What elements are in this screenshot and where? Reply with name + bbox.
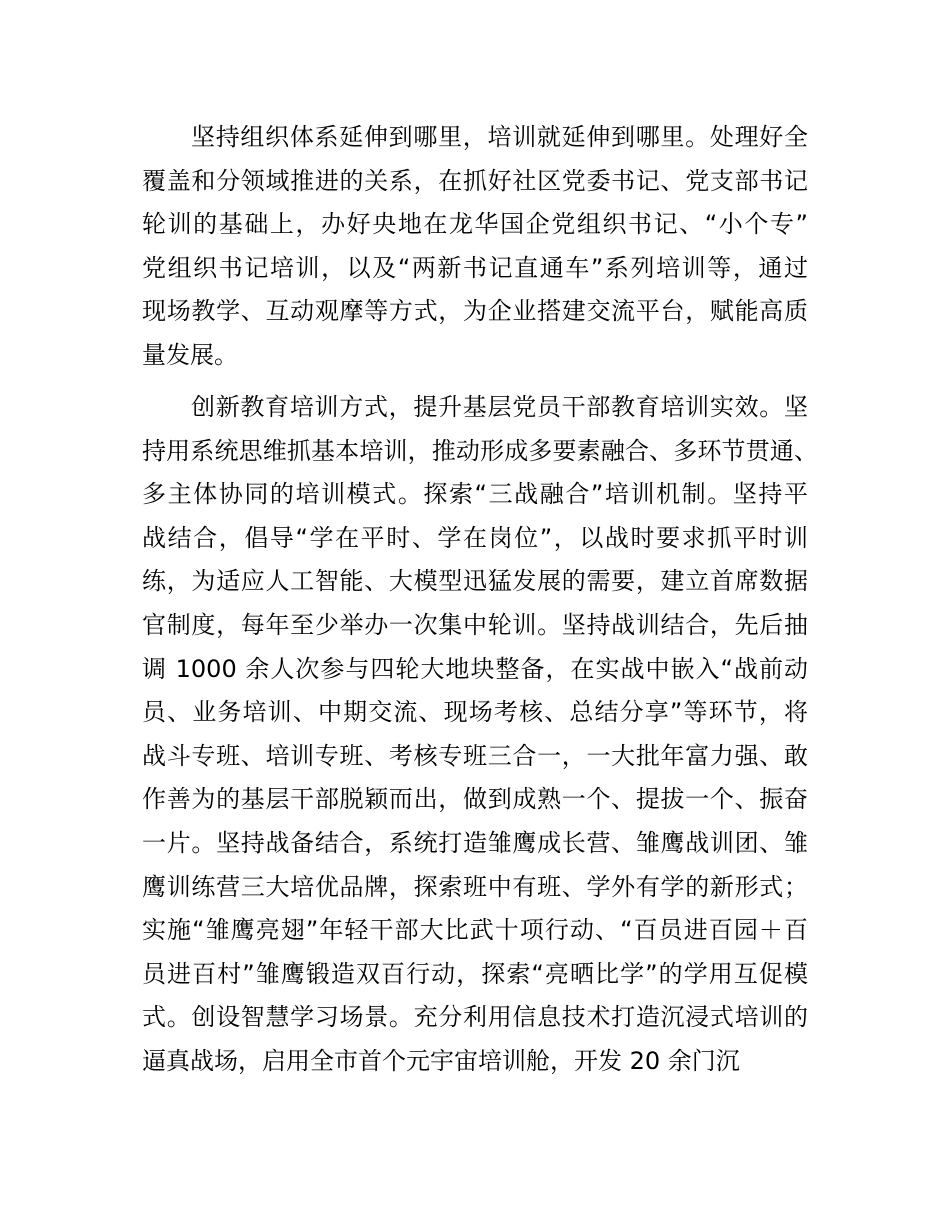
paragraph-line: 战斗专班、培训专班、考核专班三合一，一大批年富力强、敢: [142, 741, 808, 770]
paragraph-line: 轮训的基础上，办好央地在龙华国企党组织书记、“小个专”: [142, 210, 808, 239]
paragraph-organization-coverage: [142, 116, 808, 378]
paragraph-line: 覆盖和分领域推进的关系，在抓好社区党委书记、党支部书记: [142, 166, 808, 195]
paragraph-line: 量发展。: [142, 340, 238, 369]
paragraph-line: 持用系统思维抓基本培训，推动形成多要素融合、多环节贯通、: [142, 436, 818, 465]
paragraph-line: 逼真战场，启用全市首个元宇宙培训舱，开发 20 余门沉: [142, 1046, 740, 1075]
paragraph-line: 官制度，每年至少举办一次集中轮训。坚持战训结合，先后抽: [142, 610, 808, 639]
paragraph-line: 党组织书记培训，以及“两新书记直通车”系列培训等，通过: [142, 253, 808, 282]
paragraph-line: 式。创设智慧学习场景。充分利用信息技术打造沉浸式培训的: [142, 1003, 808, 1032]
paragraph-line: 调 1000 余人次参与四轮大地块整备，在实战中嵌入“战前动: [142, 654, 808, 683]
paragraph-line: 员、业务培训、中期交流、现场考核、总结分享”等环节，将: [142, 698, 808, 727]
paragraph-line: 实施“雏鹰亮翅”年轻干部大比武十项行动、“百员进百园＋百: [142, 916, 808, 945]
paragraph-line: 作善为的基层干部脱颖而出，做到成熟一个、提拔一个、振奋: [142, 785, 808, 814]
paragraph-line: 创新教育培训方式，提升基层党员干部教育培训实效。坚: [191, 393, 808, 421]
paragraph-line: 练，为适应人工智能、大模型迅猛发展的需要，建立首席数据: [142, 567, 808, 596]
paragraph-line: 现场教学、互动观摩等方式，为企业搭建交流平台，赋能高质: [142, 297, 808, 326]
paragraph-line: 战结合，倡导“学在平时、学在岗位”，以战时要求抓平时训: [142, 523, 808, 552]
paragraph-line: 员进百村”雏鹰锻造双百行动，探索“亮晒比学”的学用互促模: [142, 959, 808, 988]
paragraph-line: 鹰训练营三大培优品牌，探索班中有班、学外有学的新形式；: [142, 872, 808, 901]
paragraph-line: 多主体协同的培训模式。探索“三战融合”培训机制。坚持平: [142, 480, 808, 509]
paragraph-training-innovation: [142, 386, 818, 1084]
paragraph-line: 一片。坚持战备结合，系统打造雏鹰成长营、雏鹰战训团、雏: [142, 828, 808, 857]
paragraph-line: 坚持组织体系延伸到哪里，培训就延伸到哪里。处理好全: [191, 123, 808, 151]
